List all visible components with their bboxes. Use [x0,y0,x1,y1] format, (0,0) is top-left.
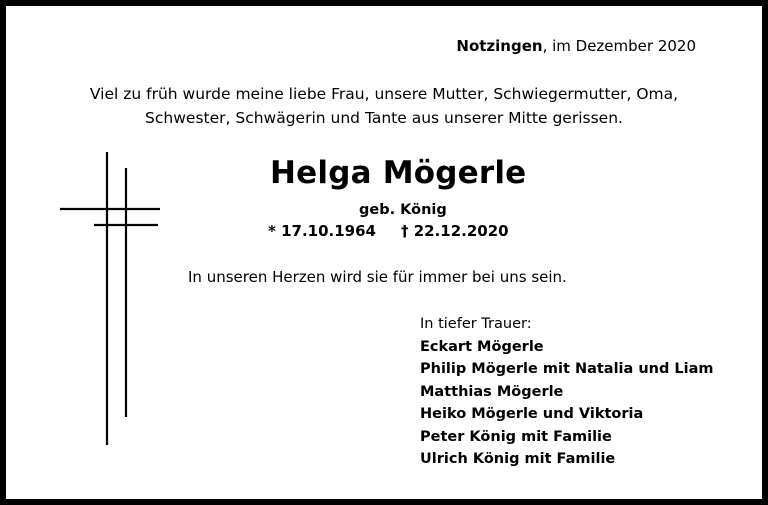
maiden-name: geb. König [359,202,447,218]
mourner-name: Ulrich König mit Familie [420,451,616,467]
motto-text: In unseren Herzen wird sie für immer bei uns sein. [188,268,567,286]
date-text: , im Dezember 2020 [542,37,696,55]
deceased-name: Helga Mögerle [270,155,527,191]
mourner-name: Philip Mögerle mit Natalia und Liam [420,361,714,377]
mourner-name: Peter König mit Familie [420,428,612,445]
place-name: Notzingen [456,37,543,55]
death-date: † 22.12.2020 [401,222,509,240]
double-cross-icon [56,152,176,452]
intro-text [6,82,762,130]
mourner-name: Matthias Mögerle [420,383,564,400]
mourner-name: Heiko Mögerle und Viktoria [420,406,644,422]
mourning-heading: In tiefer Trauer: [420,316,532,332]
mourners-list [420,313,714,471]
birth-date: * 17.10.1964 [268,222,376,240]
intro-line-2: Schwester, Schwägerin und Tante aus unserer Mitte gerissen. [145,109,623,127]
mourner-name: Eckart Mögerle [420,338,544,355]
place-date-line [456,37,696,55]
intro-line-1: Viel zu früh wurde meine liebe Frau, unsere Mutter, Schwiegermutter, Oma, [89,85,679,103]
